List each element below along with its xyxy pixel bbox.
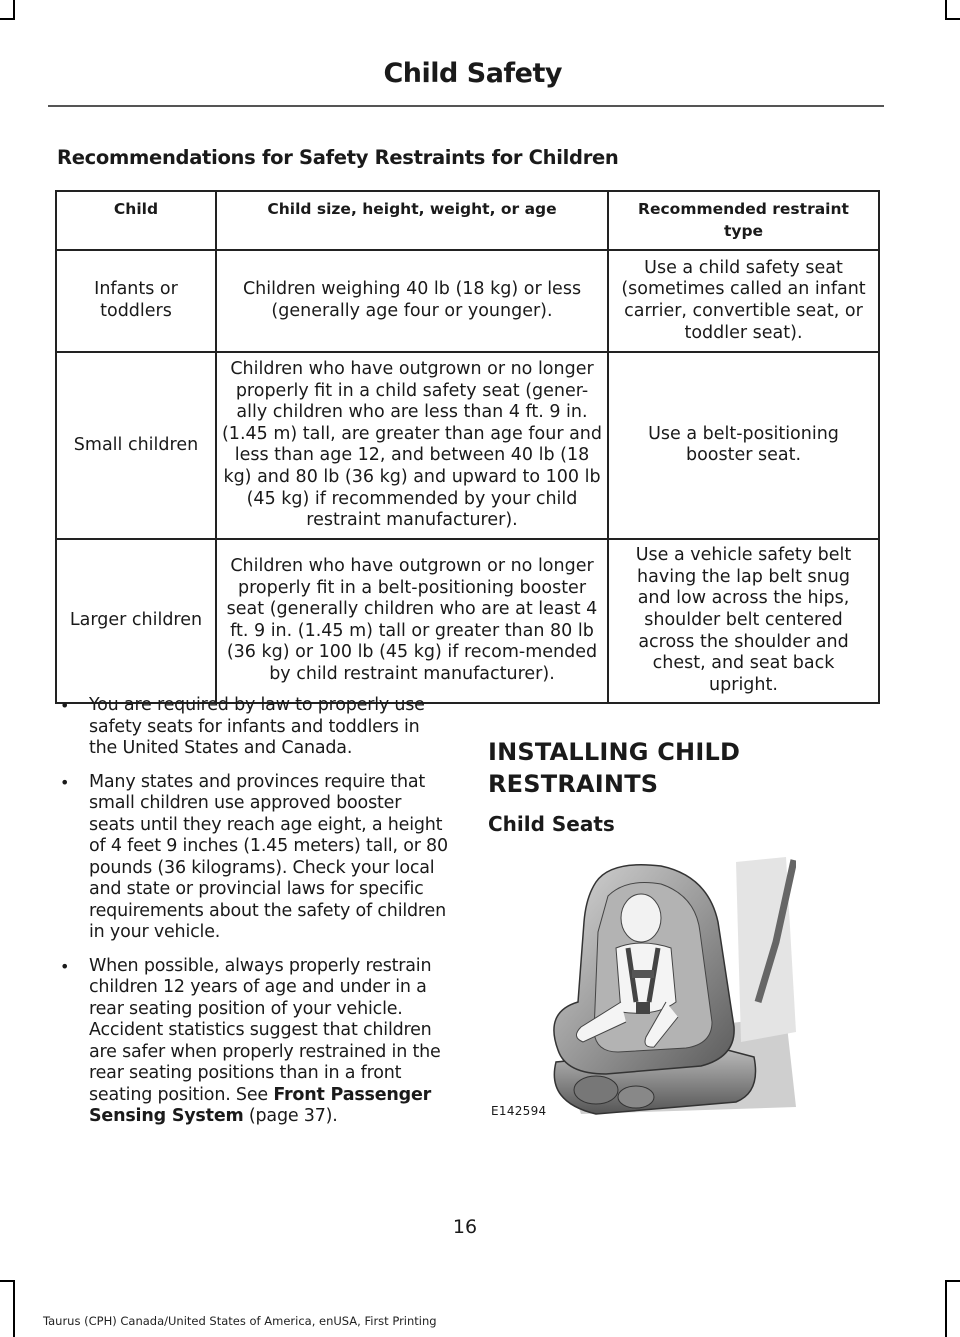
restraint-recommendation-table [55,190,880,704]
table-cell: Infants or toddlers [56,250,216,352]
column-header: Child size, height, weight, or age [216,191,608,250]
cross-reference-link[interactable]: Front Passenger Sensing System [89,1084,432,1126]
list-item: • You are required by law to properly use safety seats for infants and toddlers in the United States and Canada. [60,695,452,760]
table-cell: Small children [56,352,216,539]
crop-mark [945,1280,947,1337]
page-reference: (page 37). [243,1106,338,1126]
section-title: Recommendations for Safety Restraints for Children [57,146,619,169]
bullet-list [60,695,452,1140]
list-item: • Many states and provinces require that small children use approved booster seats until they reach age eight, a height of 4 feet 9 inches (1.45 meters) tall, or 80 pounds (36 kilograms). Check your local and state or provincial laws for specific requirements about the safety of children in your vehicle. [60,772,452,944]
table-row [56,539,879,703]
table-cell: Larger children [56,539,216,703]
table-row [56,352,879,539]
bullet-text: When possible, always properly restrain children 12 years of age and under in a rear seating position of your vehicle. Accident statistics suggest that children are safer when properly restrained in the rear seating positions than in a front seating position. See [89,955,441,1105]
crop-mark [945,1280,960,1282]
table-cell: Children weighing 40 lb (18 kg) or less (generally age four or younger). [216,250,608,352]
list-item [60,956,452,1128]
column-header: Recommended restraint type [608,191,879,250]
child-seat-illustration [486,852,796,1124]
table-cell: Children who have outgrown or no longer properly fit in a belt-positioning booster seat (generally children who are at least 4 ft. 9 in. (1.45 m) tall or greater than 80 lb (36 kg) or 100 lb (45 kg) if recom-mended by child restraint manufacturer). [216,539,608,703]
subsection-heading: Child Seats [488,812,615,836]
table-cell: Use a child safety seat (sometimes called an infant carrier, convertible seat, or toddler seat). [608,250,879,352]
crop-mark [0,1280,15,1282]
figure-id: E142594 [491,1104,547,1118]
table-row [56,250,879,352]
page-number: 16 [452,1216,478,1238]
section-heading: INSTALLING CHILD RESTRAINTS [488,738,741,798]
page-header-title: Child Safety [383,58,562,89]
crop-mark [945,18,960,20]
table-header-row [56,191,879,250]
table-cell: Children who have outgrown or no longer properly fit in a child safety seat (gener-ally children who are less than 4 ft. 9 in. (1.45 m) tall, are greater than age four and less than age 12, and between 40 lb (18 kg) and 80 lb (36 kg) and upward to 100 lb (45 kg) if recommended by your child restraint manufacturer). [216,352,608,539]
table-cell: Use a vehicle safety belt having the lap belt snug and low across the hips, shoulder belt centered across the shoulder and chest, and seat back upright. [608,539,879,703]
crop-mark [13,0,15,20]
header-divider [48,105,884,107]
crop-mark [13,1280,15,1337]
table-cell: Use a belt-positioning booster seat. [608,352,879,539]
crop-mark [0,18,15,20]
column-header: Child [56,191,216,250]
crop-mark [945,0,947,20]
document-footer: Taurus (CPH) Canada/United States of America, enUSA, First Printing [43,1314,437,1328]
